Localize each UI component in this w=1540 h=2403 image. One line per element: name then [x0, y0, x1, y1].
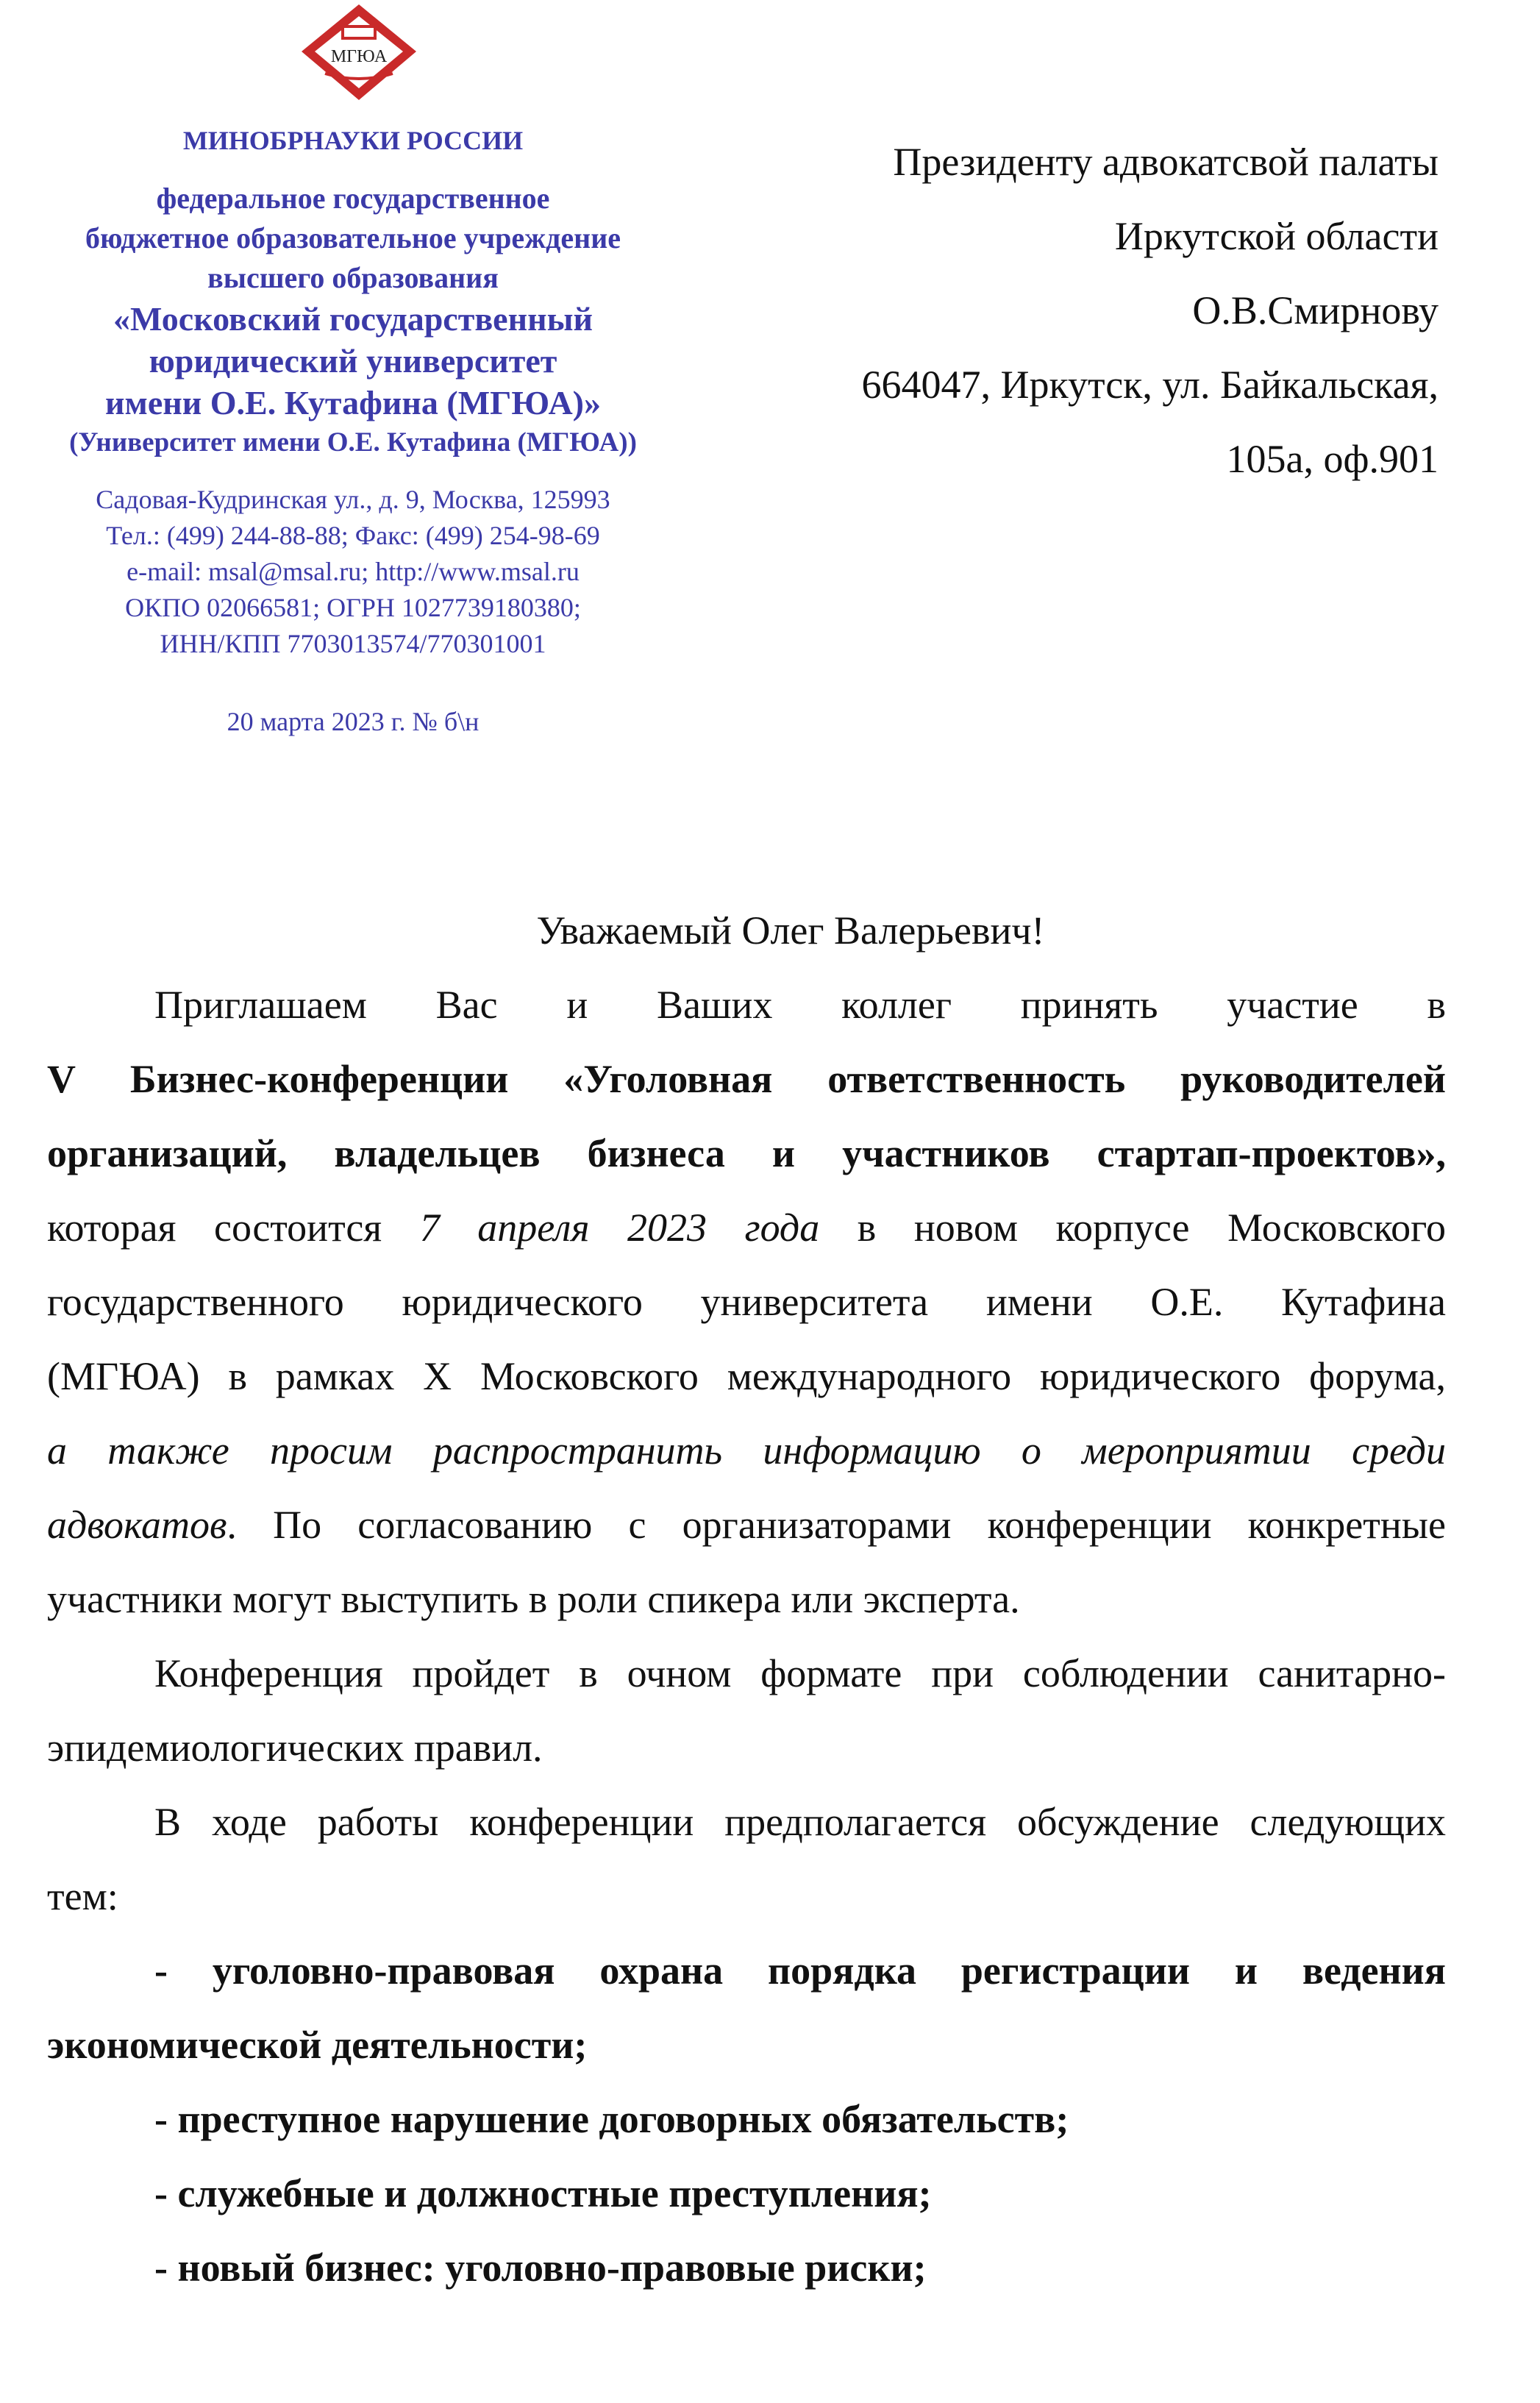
greeting: Уважаемый Олег Валерьевич!: [536, 908, 1045, 953]
addressee-line: Президенту адвокатсвой палаты: [893, 140, 1439, 184]
paragraph-line: а также просим распространить информацию о мероприятии среди: [47, 1428, 1446, 1473]
text-run: адвокатов: [47, 1503, 227, 1547]
ministry-name: МИНОБРНАУКИ РОССИИ: [182, 126, 524, 155]
paragraph-line: эпидемиологических правил.: [47, 1726, 543, 1770]
logo-text: МГЮА: [330, 47, 388, 66]
paragraph-line: В ходе работы конференции предполагается обсуждение следующих: [154, 1800, 1446, 1844]
inn-line: ИНН/КПП 7703013574/770301001: [160, 629, 546, 658]
organization-short-name: (Университет имени О.Е. Кутафина (МГЮА)): [69, 427, 637, 458]
addressee-line: 664047, Иркутск, ул. Байкальская,: [861, 363, 1439, 407]
org-line: юридический университет: [149, 342, 557, 380]
text-run: . По согласованию с организаторами конференции конкретные: [227, 1503, 1446, 1547]
paragraph-line: (МГЮА) в рамках X Московского международного юридического форума,: [47, 1354, 1446, 1398]
paragraph-line: участники могут выступить в роли спикера или эксперта.: [47, 1577, 1020, 1621]
org-line: имени О.Е. Кутафина (МГЮА)»: [104, 384, 601, 421]
topic-item: - новый бизнес: уголовно-правовые риски;: [154, 2246, 927, 2290]
paragraph-line: [47, 1488, 1446, 1562]
event-date: 7 апреля 2023 года: [419, 1206, 820, 1250]
addressee-block: [861, 125, 1439, 496]
paragraph-line: Конференция пройдет в очном формате при соблюдении санитарно-: [154, 1651, 1446, 1695]
org-line: высшего образования: [207, 261, 499, 294]
letter-body: [47, 894, 1446, 2305]
text-run: которая состоится: [47, 1206, 420, 1250]
addressee-line: О.В.Смирнову: [1192, 288, 1439, 332]
text-run: в новом корпусе Московского: [819, 1206, 1446, 1250]
topic-item: - преступное нарушение договорных обязательств;: [154, 2097, 1069, 2141]
organization-name: [22, 179, 684, 424]
address-line: Садовая-Кудринская ул., д. 9, Москва, 125993: [96, 485, 610, 514]
paragraph-line: тем:: [47, 1874, 118, 1918]
topic-item: экономической деятельности;: [47, 2023, 588, 2067]
contact-block: [22, 482, 684, 662]
email-line: e-mail: msal@msal.ru; http://www.msal.ru: [126, 557, 580, 586]
university-logo: [296, 3, 422, 103]
addressee-line: 105а, оф.901: [1226, 437, 1439, 481]
org-line: бюджетное образовательное учреждение: [85, 221, 621, 254]
addressee-line: Иркутской области: [1114, 214, 1439, 258]
paragraph-line: [47, 1191, 1446, 1265]
paragraph-line: V Бизнес-конференции «Уголовная ответственность руководителей: [47, 1057, 1446, 1101]
org-line: федеральное государственное: [156, 182, 550, 215]
topic-item: - уголовно-правовая охрана порядка регистрации и ведения: [154, 1948, 1446, 1993]
paragraph-line: государственного юридического университета имени О.Е. Кутафина: [47, 1280, 1446, 1324]
org-line: «Московский государственный: [113, 300, 593, 338]
paragraph-line: организаций, владельцев бизнеса и участников стартап-проектов»,: [47, 1131, 1446, 1175]
paragraph-line: Приглашаем Вас и Ваших коллег принять участие в: [154, 983, 1446, 1027]
topic-item: - служебные и должностные преступления;: [154, 2171, 932, 2215]
okpo-line: ОКПО 02066581; ОГРН 1027739180380;: [125, 593, 581, 622]
phone-line: Тел.: (499) 244-88-88; Факс: (499) 254-98-69: [106, 521, 600, 550]
letter-date: 20 марта 2023 г. № б\н: [227, 707, 480, 736]
